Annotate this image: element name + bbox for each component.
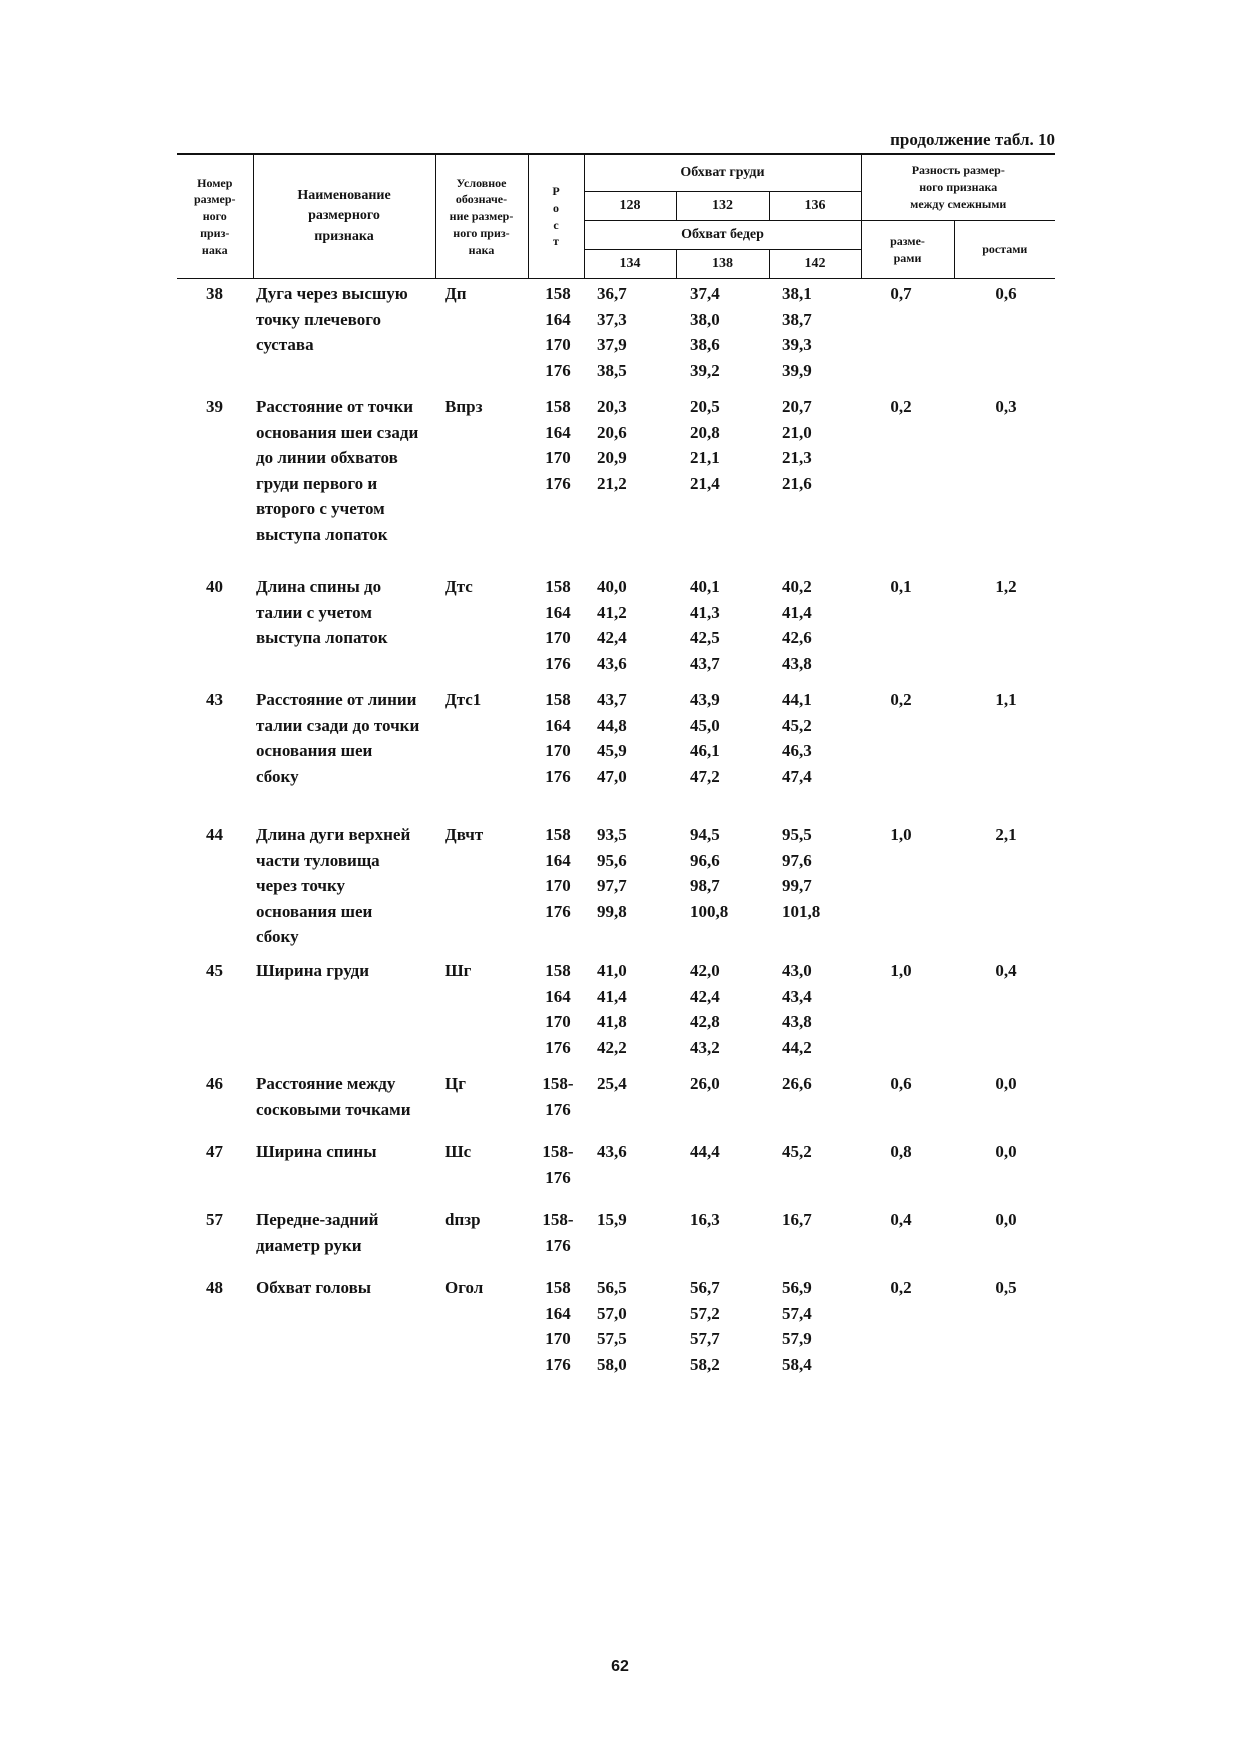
row-value-chest-136-line: 43,8 — [782, 1012, 812, 1031]
row-value-chest-136 — [782, 574, 857, 676]
row-name-line: сбоку — [256, 927, 299, 946]
row-value-chest-136-line: 57,4 — [782, 1303, 812, 1323]
table-header — [177, 153, 1055, 279]
row-value-chest-136-line: 46,3 — [782, 741, 812, 760]
row-code: Дтс1 — [445, 690, 482, 709]
row-diff-heights: 1,2 — [995, 577, 1017, 596]
row-heights — [534, 687, 582, 789]
row-name-line: диаметр руки — [256, 1235, 362, 1255]
row-name — [256, 1207, 436, 1258]
row-value-chest-128 — [597, 1139, 672, 1165]
row-value-chest-132-line: 47,2 — [690, 766, 720, 786]
row-heights — [534, 1071, 582, 1122]
row-heights-line: 176 — [545, 653, 571, 673]
row-name-line: сбоку — [256, 766, 299, 786]
row-value-chest-136-line: 99,7 — [782, 876, 812, 895]
row-name — [256, 1139, 436, 1165]
row-number: 57 — [206, 1210, 223, 1229]
row-diff-sizes: 0,7 — [890, 284, 912, 303]
row-diff-heights: 0,6 — [995, 284, 1017, 303]
row-value-chest-132-line: 39,2 — [690, 360, 720, 380]
row-heights-line: 176 — [545, 1354, 571, 1374]
row-value-chest-128-line: 43,7 — [597, 690, 627, 709]
row-value-chest-132 — [690, 687, 765, 789]
row-value-chest-128-line: 42,4 — [597, 628, 627, 647]
row-value-chest-136 — [782, 822, 857, 924]
row-name-line: Обхват головы — [256, 1278, 372, 1297]
row-heights-line: 164 — [545, 986, 571, 1006]
row-value-chest-136 — [782, 687, 857, 789]
row-diff-heights: 0,5 — [995, 1278, 1017, 1297]
header-diff-heights: ростами — [954, 221, 1055, 279]
row-name-line: Длина спины до — [256, 577, 382, 596]
row-value-chest-136-line: 26,6 — [782, 1074, 812, 1093]
row-value-chest-128-line: 43,6 — [597, 1142, 627, 1161]
row-value-chest-132 — [690, 394, 765, 496]
row-value-chest-132-line: 40,1 — [690, 577, 720, 596]
header-diff-label — [861, 154, 1055, 221]
row-heights — [534, 958, 582, 1060]
row-number: 48 — [206, 1278, 223, 1297]
header-col-code-line: обозначе- — [455, 192, 508, 207]
row-name — [256, 281, 436, 358]
row-value-chest-128 — [597, 822, 672, 924]
row-value-chest-132 — [690, 822, 765, 924]
row-heights-line: 176 — [545, 901, 571, 921]
row-heights-line: 170 — [545, 1012, 571, 1031]
row-diff-sizes: 0,2 — [890, 397, 912, 416]
row-value-chest-136-line: 47,4 — [782, 766, 812, 786]
row-value-chest-128-line: 25,4 — [597, 1074, 627, 1093]
row-value-chest-136-line: 16,7 — [782, 1210, 812, 1229]
row-value-chest-136-line: 43,4 — [782, 986, 812, 1006]
row-value-chest-136-line: 40,2 — [782, 577, 812, 596]
row-diff-sizes: 0,2 — [890, 690, 912, 709]
row-name-line: сосковыми точками — [256, 1099, 411, 1119]
header-diff-label-line: между смежными — [910, 196, 1007, 211]
row-value-chest-136-line: 95,5 — [782, 825, 812, 844]
row-heights — [534, 1207, 582, 1258]
row-value-chest-132-line: 43,2 — [690, 1037, 720, 1057]
row-name-line: Расстояние от точки — [256, 397, 414, 416]
row-value-chest-128 — [597, 1207, 672, 1233]
header-col-code-line: ного приз- — [453, 225, 510, 240]
row-diff-heights: 0,0 — [995, 1142, 1017, 1161]
row-name — [256, 1071, 436, 1122]
row-value-chest-132-line: 100,8 — [690, 901, 729, 921]
row-value-chest-136-line: 44,2 — [782, 1037, 812, 1057]
header-col-height — [528, 154, 584, 279]
row-value-chest-128-line: 57,0 — [597, 1303, 627, 1323]
header-col-num-line: нака — [201, 242, 228, 257]
row-value-chest-128-line: 44,8 — [597, 715, 627, 735]
row-name-line: второго с учетом — [256, 499, 385, 518]
header-col-height-line: т — [553, 234, 559, 249]
row-diff-heights: 1,1 — [995, 690, 1017, 709]
row-number: 44 — [206, 825, 223, 844]
row-value-chest-132 — [690, 1139, 765, 1165]
row-name — [256, 958, 436, 984]
row-value-chest-128-line: 95,6 — [597, 850, 627, 870]
row-heights — [534, 822, 582, 924]
row-value-chest-132 — [690, 1275, 765, 1377]
row-diff-sizes: 0,1 — [890, 577, 912, 596]
row-code: Дтс — [445, 577, 473, 596]
row-value-chest-132-line: 21,1 — [690, 448, 720, 467]
row-value-chest-128-line: 36,7 — [597, 284, 627, 303]
row-value-chest-136-line: 21,6 — [782, 473, 812, 493]
row-value-chest-136-line: 20,7 — [782, 397, 812, 416]
row-code: Цг — [445, 1074, 466, 1093]
row-value-chest-132-line: 96,6 — [690, 850, 720, 870]
row-heights — [534, 394, 582, 496]
row-heights-line: 170 — [545, 448, 571, 467]
row-value-chest-136 — [782, 1071, 857, 1097]
row-value-chest-132 — [690, 574, 765, 676]
row-heights-line: 158 — [545, 690, 571, 709]
row-heights — [534, 281, 582, 383]
row-value-chest-128-line: 41,0 — [597, 961, 627, 980]
row-value-chest-132-line: 20,5 — [690, 397, 720, 416]
row-value-chest-128-line: 47,0 — [597, 766, 627, 786]
header-col-height-line: с — [553, 217, 559, 232]
row-heights — [534, 574, 582, 676]
header-col-code-line: нака — [468, 242, 495, 257]
header-col-num-line: приз- — [200, 225, 230, 240]
row-number: 38 — [206, 284, 223, 303]
row-code: dпзр — [445, 1210, 481, 1229]
row-name-line: точку плечевого — [256, 309, 382, 329]
row-name-line: части туловища — [256, 850, 380, 870]
header-col-name-line: Наименование — [297, 188, 391, 204]
row-heights-line: 164 — [545, 715, 571, 735]
header-chest-label: Обхват груди — [584, 154, 861, 192]
row-value-chest-128-line: 41,2 — [597, 602, 627, 622]
row-code: Шс — [445, 1142, 472, 1161]
row-value-chest-128 — [597, 958, 672, 1060]
row-heights-line: 170 — [545, 741, 571, 760]
row-value-chest-136 — [782, 281, 857, 383]
row-value-chest-132-line: 58,2 — [690, 1354, 720, 1374]
row-diff-heights: 2,1 — [995, 825, 1017, 844]
row-diff-sizes: 1,0 — [890, 825, 912, 844]
row-value-chest-136-line: 58,4 — [782, 1354, 812, 1374]
row-name-line: основания шеи сзади — [256, 422, 419, 442]
row-name-line: груди первого и — [256, 473, 378, 493]
header-col-num — [177, 154, 253, 279]
header-chest-132: 132 — [676, 192, 769, 221]
row-heights-line: 176 — [545, 766, 571, 786]
row-heights-line: 164 — [545, 309, 571, 329]
header-hip-label: Обхват бедер — [584, 221, 861, 250]
row-value-chest-136-line: 57,9 — [782, 1329, 812, 1348]
row-name-line: талии сзади до точки — [256, 715, 420, 735]
header-diff-sizes — [861, 221, 954, 279]
row-name — [256, 394, 436, 547]
header-col-num-line: размер- — [194, 192, 236, 207]
row-heights-line: 176 — [545, 360, 571, 380]
row-diff-heights: 0,0 — [995, 1210, 1017, 1229]
header-diff-label-line: ного признака — [919, 180, 998, 195]
row-value-chest-128 — [597, 281, 672, 383]
row-number: 39 — [206, 397, 223, 416]
row-name-line: выступа лопаток — [256, 524, 388, 544]
row-value-chest-128-line: 93,5 — [597, 825, 627, 844]
row-value-chest-128-line: 99,8 — [597, 901, 627, 921]
row-value-chest-128-line: 41,4 — [597, 986, 627, 1006]
row-diff-sizes: 1,0 — [890, 961, 912, 980]
row-value-chest-136-line: 45,2 — [782, 715, 812, 735]
header-hip-134: 134 — [584, 250, 676, 279]
row-heights-line: 170 — [545, 335, 571, 354]
row-name-line: Расстояние от линии — [256, 690, 417, 709]
row-name-line: через точку — [256, 876, 346, 895]
row-value-chest-132-line: 41,3 — [690, 602, 720, 622]
row-value-chest-136-line: 21,0 — [782, 422, 812, 442]
row-heights — [534, 1275, 582, 1377]
row-value-chest-136-line: 41,4 — [782, 602, 812, 622]
row-value-chest-128-line: 37,9 — [597, 335, 627, 354]
header-col-code-line: ние размер- — [449, 209, 514, 224]
row-value-chest-132-line: 42,5 — [690, 628, 720, 647]
row-heights-line: 158 — [545, 577, 571, 596]
row-value-chest-136 — [782, 1207, 857, 1233]
row-heights-line: 176 — [545, 1235, 571, 1255]
header-chest-128: 128 — [584, 192, 676, 221]
row-value-chest-132-line: 20,8 — [690, 422, 720, 442]
header-col-num-line: ного — [202, 209, 227, 224]
row-name-line: Дуга через высшую — [256, 284, 408, 303]
row-value-chest-132-line: 42,8 — [690, 1012, 720, 1031]
row-heights-line: 158 — [545, 1278, 571, 1297]
row-name-line: Ширина спины — [256, 1142, 377, 1161]
row-value-chest-136-line: 45,2 — [782, 1142, 812, 1161]
row-name-line: основания шеи — [256, 741, 373, 760]
row-value-chest-132-line: 98,7 — [690, 876, 720, 895]
row-value-chest-136 — [782, 394, 857, 496]
row-name — [256, 687, 436, 789]
row-value-chest-132-line: 16,3 — [690, 1210, 720, 1229]
row-heights-line: 158 — [545, 284, 571, 303]
row-value-chest-132-line: 26,0 — [690, 1074, 720, 1093]
row-value-chest-128-line: 57,5 — [597, 1329, 627, 1348]
row-value-chest-132-line: 21,4 — [690, 473, 720, 493]
row-name — [256, 822, 436, 950]
row-value-chest-128-line: 42,2 — [597, 1037, 627, 1057]
row-value-chest-128-line: 43,6 — [597, 653, 627, 673]
row-value-chest-136-line: 43,0 — [782, 961, 812, 980]
row-heights-line: 164 — [545, 850, 571, 870]
row-value-chest-132-line: 37,4 — [690, 284, 720, 303]
row-name-line: сустава — [256, 335, 314, 354]
row-name-line: до линии обхватов — [256, 448, 398, 467]
row-value-chest-128-line: 41,8 — [597, 1012, 627, 1031]
row-heights-line: 170 — [545, 876, 571, 895]
row-value-chest-132 — [690, 1207, 765, 1233]
row-name-line: талии с учетом — [256, 602, 372, 622]
row-name — [256, 1275, 436, 1301]
row-value-chest-132-line: 45,0 — [690, 715, 720, 735]
row-value-chest-128-line: 20,3 — [597, 397, 627, 416]
row-name-line: выступа лопаток — [256, 628, 388, 647]
header-diff-sizes-line: разме- — [890, 233, 925, 248]
row-value-chest-136-line: 101,8 — [782, 901, 821, 921]
row-value-chest-136-line: 56,9 — [782, 1278, 812, 1297]
row-heights-line: 158 — [545, 961, 571, 980]
header-col-height-line: Р — [552, 183, 560, 198]
header-col-height-line: о — [553, 200, 559, 215]
row-value-chest-132-line: 38,6 — [690, 335, 720, 354]
row-value-chest-136-line: 42,6 — [782, 628, 812, 647]
row-name — [256, 574, 436, 651]
row-value-chest-136-line: 97,6 — [782, 850, 812, 870]
row-value-chest-136-line: 38,1 — [782, 284, 812, 303]
row-value-chest-136-line: 39,3 — [782, 335, 812, 354]
row-value-chest-132-line: 42,0 — [690, 961, 720, 980]
row-value-chest-128-line: 40,0 — [597, 577, 627, 596]
row-value-chest-132-line: 38,0 — [690, 309, 720, 329]
row-value-chest-132-line: 42,4 — [690, 986, 720, 1006]
header-col-code-line: Условное — [456, 175, 507, 190]
row-value-chest-128 — [597, 574, 672, 676]
row-value-chest-128-line: 45,9 — [597, 741, 627, 760]
row-heights-line: 158- — [542, 1074, 574, 1093]
row-value-chest-136 — [782, 1139, 857, 1165]
row-heights-line: 176 — [545, 1167, 571, 1187]
row-name-line: Передне-задний — [256, 1210, 379, 1229]
row-number: 40 — [206, 577, 223, 596]
row-code: Дп — [445, 284, 467, 303]
row-heights-line: 176 — [545, 473, 571, 493]
row-value-chest-132 — [690, 1071, 765, 1097]
row-heights-line: 158- — [542, 1142, 574, 1161]
row-value-chest-128-line: 56,5 — [597, 1278, 627, 1297]
row-heights-line: 170 — [545, 1329, 571, 1348]
row-value-chest-128 — [597, 1275, 672, 1377]
row-value-chest-128 — [597, 394, 672, 496]
row-value-chest-128-line: 58,0 — [597, 1354, 627, 1374]
row-value-chest-132-line: 57,2 — [690, 1303, 720, 1323]
header-col-num-line: Номер — [197, 175, 233, 190]
row-value-chest-128-line: 20,6 — [597, 422, 627, 442]
row-heights-line: 158- — [542, 1210, 574, 1229]
row-heights-line: 164 — [545, 602, 571, 622]
row-value-chest-132-line: 43,7 — [690, 653, 720, 673]
row-heights-line: 164 — [545, 1303, 571, 1323]
row-value-chest-136-line: 39,9 — [782, 360, 812, 380]
row-value-chest-132-line: 57,7 — [690, 1329, 720, 1348]
table-caption: продолжение табл. 10 — [890, 130, 1055, 149]
row-diff-heights: 0,4 — [995, 961, 1017, 980]
row-value-chest-128-line: 38,5 — [597, 360, 627, 380]
header-col-name-line: признака — [314, 228, 374, 244]
row-code: Огол — [445, 1278, 484, 1297]
row-value-chest-128 — [597, 1071, 672, 1097]
row-heights-line: 176 — [545, 1099, 571, 1119]
row-code: Впрз — [445, 397, 483, 416]
row-diff-heights: 0,3 — [995, 397, 1017, 416]
row-value-chest-128-line: 97,7 — [597, 876, 627, 895]
row-value-chest-128-line: 37,3 — [597, 309, 627, 329]
header-diff-label-line: Разность размер- — [911, 163, 1005, 178]
row-value-chest-132 — [690, 281, 765, 383]
row-value-chest-128-line: 15,9 — [597, 1210, 627, 1229]
header-col-code — [435, 154, 528, 279]
row-value-chest-132 — [690, 958, 765, 1060]
row-code: Двчт — [445, 825, 484, 844]
row-heights-line: 176 — [545, 1037, 571, 1057]
row-value-chest-136-line: 21,3 — [782, 448, 812, 467]
row-diff-sizes: 0,8 — [890, 1142, 912, 1161]
row-value-chest-132-line: 56,7 — [690, 1278, 720, 1297]
row-number: 45 — [206, 961, 223, 980]
row-value-chest-136-line: 43,8 — [782, 653, 812, 673]
header-hip-142: 142 — [769, 250, 861, 279]
row-name-line: Ширина груди — [256, 961, 370, 980]
row-value-chest-128-line: 20,9 — [597, 448, 627, 467]
row-diff-sizes: 0,2 — [890, 1278, 912, 1297]
row-value-chest-132-line: 46,1 — [690, 741, 720, 760]
row-code: Шг — [445, 961, 472, 980]
row-value-chest-132-line: 44,4 — [690, 1142, 720, 1161]
row-value-chest-132-line: 43,9 — [690, 690, 720, 709]
row-heights-line: 164 — [545, 422, 571, 442]
page-number: 62 — [611, 1658, 629, 1675]
header-col-name — [253, 154, 435, 279]
row-name-line: Длина дуги верхней — [256, 825, 411, 844]
header-diff-sizes-line: рами — [893, 250, 922, 265]
row-value-chest-136-line: 38,7 — [782, 309, 812, 329]
row-heights-line: 158 — [545, 397, 571, 416]
row-value-chest-136 — [782, 1275, 857, 1377]
row-number: 46 — [206, 1074, 223, 1093]
row-value-chest-128-line: 21,2 — [597, 473, 627, 493]
header-col-name-line: размерного — [308, 208, 380, 224]
row-value-chest-136 — [782, 958, 857, 1060]
row-diff-sizes: 0,6 — [890, 1074, 912, 1093]
row-name-line: Расстояние между — [256, 1074, 396, 1093]
row-heights — [534, 1139, 582, 1190]
header-hip-138: 138 — [676, 250, 769, 279]
header-chest-136: 136 — [769, 192, 861, 221]
row-number: 47 — [206, 1142, 223, 1161]
row-value-chest-132-line: 94,5 — [690, 825, 720, 844]
row-diff-heights: 0,0 — [995, 1074, 1017, 1093]
row-name-line: основания шеи — [256, 901, 373, 921]
row-heights-line: 158 — [545, 825, 571, 844]
row-number: 43 — [206, 690, 223, 709]
row-value-chest-128 — [597, 687, 672, 789]
row-heights-line: 170 — [545, 628, 571, 647]
row-diff-sizes: 0,4 — [890, 1210, 912, 1229]
row-value-chest-136-line: 44,1 — [782, 690, 812, 709]
